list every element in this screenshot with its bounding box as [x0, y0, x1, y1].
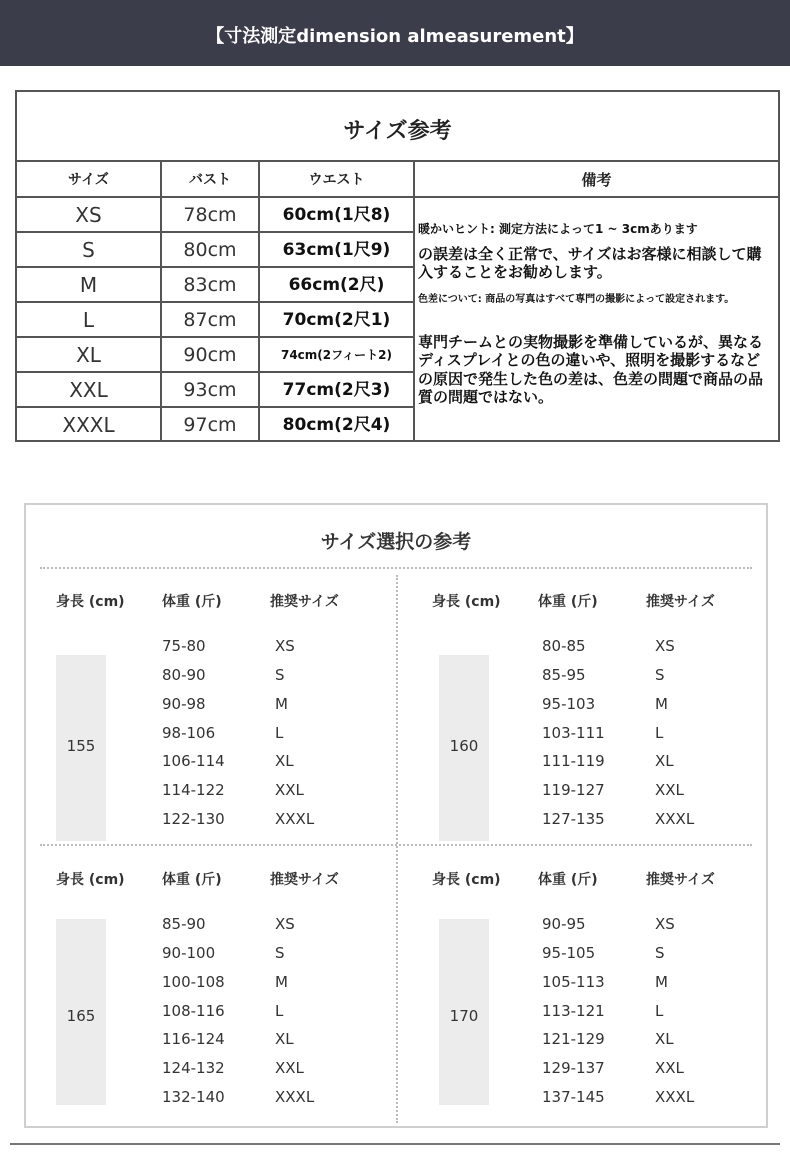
height-column-header: 身長 (cm): [432, 872, 501, 888]
recommended-size: L: [275, 724, 284, 742]
bust-cell: 90cm: [183, 344, 237, 366]
bottom-divider: [10, 1143, 780, 1145]
weight-range: 129-137: [542, 1059, 605, 1077]
recommended-size: XXL: [275, 1059, 304, 1077]
note-text: 暖かいヒント: 測定方法によって1 ~ 3cmあります: [418, 222, 698, 236]
weight-column-header: 体重 (斤): [162, 594, 222, 610]
recommended-size-header: 推奨サイズ: [270, 872, 339, 888]
recommended-size: M: [275, 973, 288, 991]
divider: [40, 567, 752, 569]
recommended-size: L: [655, 1002, 664, 1020]
recommended-size: M: [655, 973, 668, 991]
weight-range: 108-116: [162, 1002, 225, 1020]
column-header-notes: 備考: [581, 171, 612, 189]
recommended-size-header: 推奨サイズ: [270, 594, 339, 610]
recommended-size: S: [655, 944, 665, 962]
weight-range: 90-98: [162, 695, 206, 713]
height-column-header: 身長 (cm): [56, 594, 125, 610]
weight-range: 105-113: [542, 973, 605, 991]
weight-range: 103-111: [542, 724, 605, 742]
size-cell: M: [79, 273, 98, 297]
recommended-size: XXXL: [275, 1088, 315, 1106]
height-group-155: [34, 591, 404, 861]
recommended-size-header: 推奨サイズ: [646, 594, 715, 610]
header-bar: [0, 0, 790, 66]
waist-cell: 63cm(1尺9): [282, 240, 391, 260]
recommended-size: XXL: [655, 781, 684, 799]
waist-cell: 66cm(2尺): [288, 275, 385, 295]
recommended-size: XXL: [655, 1059, 684, 1077]
header-title: 【寸法測定dimension almeasurement】: [206, 26, 584, 47]
weight-range: 90-100: [162, 944, 216, 962]
recommended-size: L: [275, 1002, 284, 1020]
weight-range: 127-135: [542, 810, 605, 828]
height-column-header: 身長 (cm): [56, 872, 125, 888]
column-header-size: サイズ: [68, 172, 109, 188]
recommended-size: XL: [275, 752, 294, 770]
column-header-waist: ウエスト: [308, 172, 365, 188]
height-value: 155: [66, 737, 96, 755]
weight-range: 106-114: [162, 752, 225, 770]
weight-column-header: 体重 (斤): [538, 872, 598, 888]
height-value: 160: [449, 737, 479, 755]
weight-range: 122-130: [162, 810, 225, 828]
weight-range: 90-95: [542, 915, 586, 933]
size-cell: L: [82, 308, 95, 332]
height-value: 170: [449, 1007, 479, 1025]
size-cell: XXL: [69, 378, 108, 402]
weight-range: 75-80: [162, 637, 206, 655]
table-divider: [413, 160, 415, 440]
recommended-size: S: [275, 944, 285, 962]
bust-cell: 80cm: [183, 239, 237, 261]
bust-cell: 93cm: [183, 379, 237, 401]
waist-cell: 74cm(2フィート2): [280, 348, 393, 362]
height-value: 165: [66, 1007, 96, 1025]
size-cell: XXXL: [62, 413, 115, 437]
recommended-size: XL: [655, 752, 674, 770]
recommended-size-header: 推奨サイズ: [646, 872, 715, 888]
recommended-size: XXL: [275, 781, 304, 799]
recommended-size: M: [655, 695, 668, 713]
weight-range: 85-95: [542, 666, 586, 684]
note-text: 色差について: 商品の写真はすべて専門の撮影によって設定されます。: [418, 294, 735, 305]
recommended-size: XXXL: [655, 810, 695, 828]
weight-range: 113-121: [542, 1002, 605, 1020]
weight-range: 80-85: [542, 637, 586, 655]
bust-cell: 78cm: [183, 204, 237, 226]
weight-column-header: 体重 (斤): [162, 872, 222, 888]
height-group-170: [410, 869, 780, 1139]
weight-range: 111-119: [542, 752, 605, 770]
recommended-size: XL: [275, 1030, 294, 1048]
height-column-header: 身長 (cm): [432, 594, 501, 610]
size-table-title: サイズ参考: [343, 119, 452, 144]
weight-range: 95-103: [542, 695, 596, 713]
note-text: の誤差は全く正常で、サイズはお客様に相談して購入することをお勧めします。: [418, 245, 762, 282]
weight-range: 114-122: [162, 781, 225, 799]
waist-cell: 77cm(2尺3): [282, 380, 391, 400]
column-header-bust: バスト: [189, 172, 231, 188]
recommended-size: XS: [655, 637, 675, 655]
weight-range: 98-106: [162, 724, 216, 742]
recommended-size: XXXL: [655, 1088, 695, 1106]
recommended-size: XL: [655, 1030, 674, 1048]
recommended-size: XS: [275, 915, 295, 933]
recommended-size: S: [655, 666, 665, 684]
waist-cell: 80cm(2尺4): [282, 415, 391, 435]
weight-range: 119-127: [542, 781, 605, 799]
weight-range: 95-105: [542, 944, 596, 962]
recommended-size: M: [275, 695, 288, 713]
weight-range: 132-140: [162, 1088, 225, 1106]
bust-cell: 97cm: [183, 414, 237, 436]
recommended-size: XS: [655, 915, 675, 933]
recommended-size: L: [655, 724, 664, 742]
weight-range: 124-132: [162, 1059, 225, 1077]
size-cell: S: [82, 238, 95, 262]
note-text: 専門チームとの実物撮影を準備しているが、異なるディスプレイとの色の違いや、照明を撮影するなどの原因で発生した色の差は、色差の問題で商品の品質の問題ではない。: [418, 333, 764, 406]
height-group-165: [34, 869, 404, 1139]
weight-range: 100-108: [162, 973, 225, 991]
weight-range: 116-124: [162, 1030, 225, 1048]
recommended-size: XXXL: [275, 810, 315, 828]
reference-title: サイズ選択の参考: [320, 531, 472, 553]
size-reference-panel: [24, 503, 768, 1128]
bust-cell: 83cm: [183, 274, 237, 296]
bust-cell: 87cm: [183, 309, 237, 331]
weight-range: 121-129: [542, 1030, 605, 1048]
size-cell: XL: [76, 343, 101, 367]
weight-range: 80-90: [162, 666, 206, 684]
waist-cell: 70cm(2尺1): [282, 310, 391, 330]
weight-range: 137-145: [542, 1088, 605, 1106]
size-cell: XS: [75, 203, 102, 227]
recommended-size: XS: [275, 637, 295, 655]
waist-cell: 60cm(1尺8): [282, 205, 391, 225]
weight-column-header: 体重 (斤): [538, 594, 598, 610]
weight-range: 85-90: [162, 915, 206, 933]
recommended-size: S: [275, 666, 285, 684]
height-group-160: [410, 591, 780, 861]
